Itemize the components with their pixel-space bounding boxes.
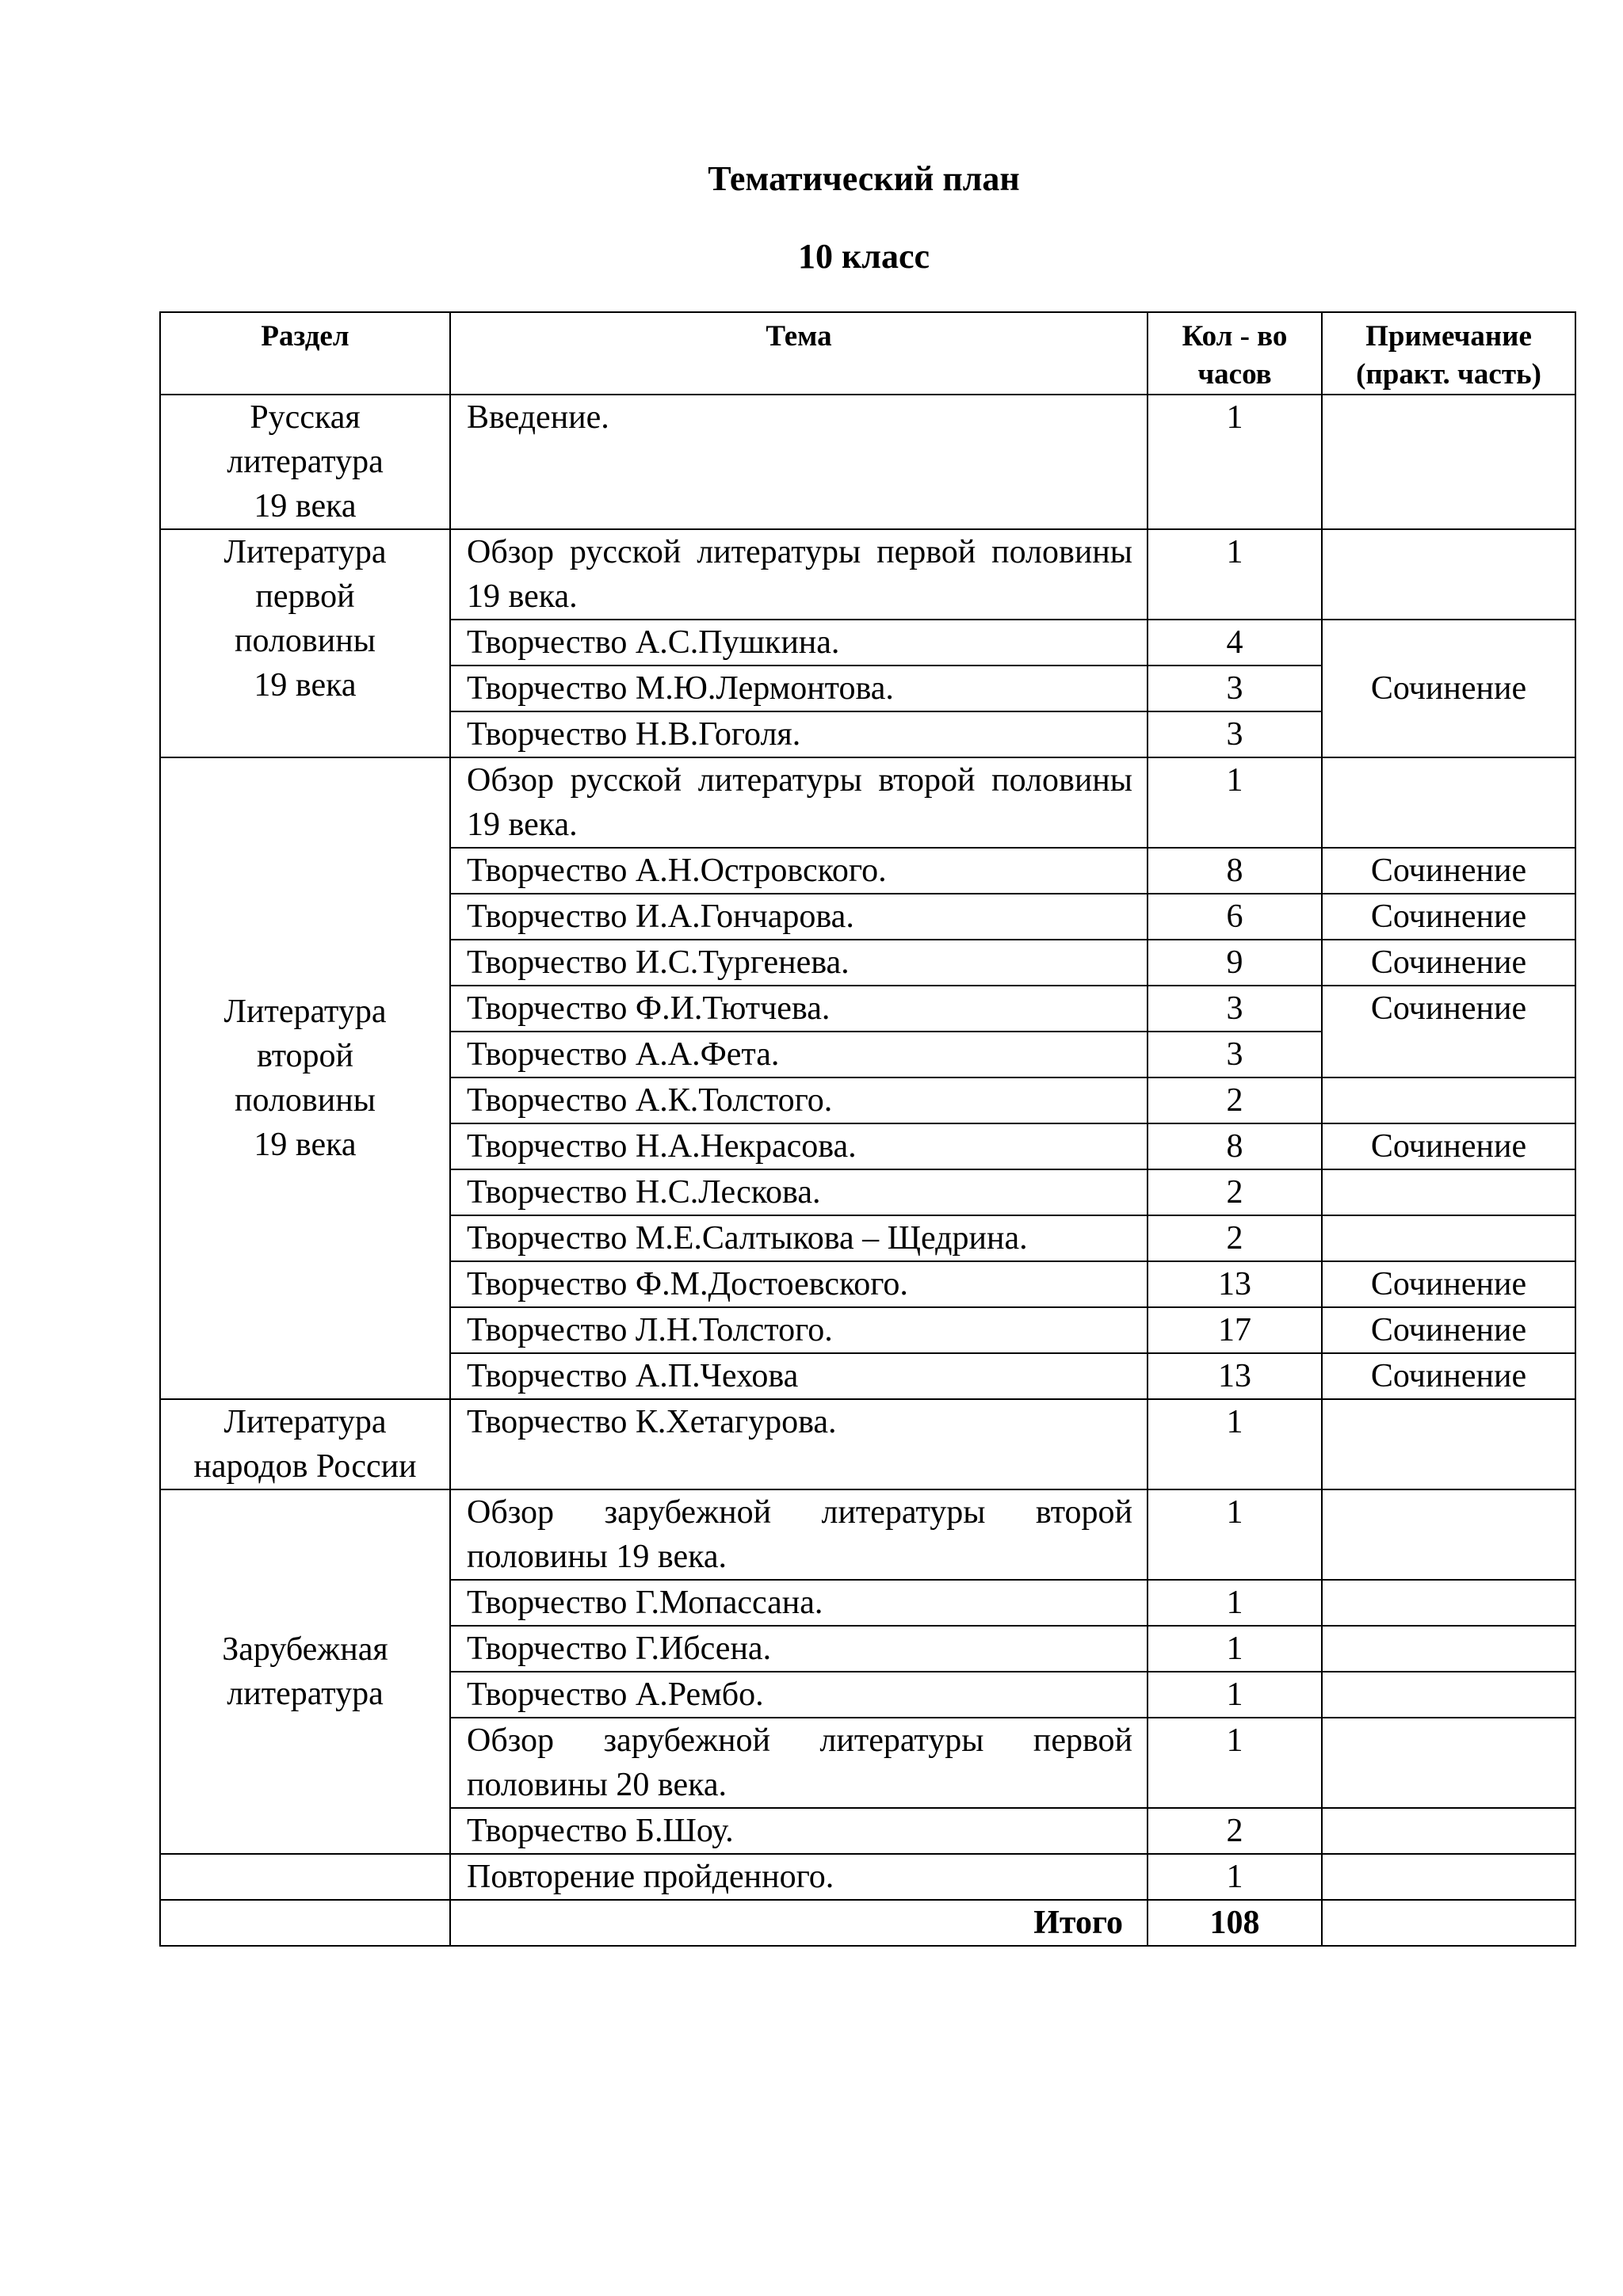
hours-cell: 13 (1148, 1353, 1322, 1399)
topic-cell: Творчество А.Н.Островского. (450, 848, 1148, 894)
topic-cell: Творчество А.К.Толстого. (450, 1077, 1148, 1123)
hours-cell: 3 (1148, 1032, 1322, 1077)
hours-cell: 17 (1148, 1307, 1322, 1353)
topic-cell: Творчество Б.Шоу. (450, 1808, 1148, 1854)
table-row (160, 529, 1575, 620)
note-cell: Сочинение (1322, 1353, 1575, 1399)
note-cell: Сочинение (1322, 940, 1575, 986)
hours-cell: 8 (1148, 1123, 1322, 1169)
note-cell (1322, 1808, 1575, 1854)
topic-cell: Творчество А.П.Чехова (450, 1353, 1148, 1399)
hours-cell: 8 (1148, 848, 1322, 894)
note-cell (1322, 1489, 1575, 1580)
hours-cell: 1 (1148, 529, 1322, 620)
section-cell: Зарубежная литература (160, 1489, 450, 1854)
hours-cell: 1 (1148, 1580, 1322, 1626)
topic-cell: Повторение пройденного. (450, 1854, 1148, 1900)
hours-cell: 1 (1148, 1626, 1322, 1672)
hours-cell: 2 (1148, 1077, 1322, 1123)
topic-cell: Творчество К.Хетагурова. (450, 1399, 1148, 1489)
hours-cell: 1 (1148, 1672, 1322, 1718)
header-topic: Тема (450, 312, 1148, 395)
hours-cell: 1 (1148, 395, 1322, 529)
hours-cell: 3 (1148, 986, 1322, 1032)
page-subtitle: 10 класс (797, 237, 930, 276)
hours-cell: 2 (1148, 1169, 1322, 1215)
hours-cell: 1 (1148, 1854, 1322, 1900)
note-cell (1322, 1854, 1575, 1900)
note-cell: Сочинение (1322, 620, 1575, 757)
hours-cell: 2 (1148, 1215, 1322, 1261)
topic-cell: Творчество Н.В.Гоголя. (450, 711, 1148, 757)
hours-cell: 1 (1148, 1399, 1322, 1489)
note-cell (1322, 1672, 1575, 1718)
topic-cell: Обзор зарубежной литературы первой половины 20 века. (450, 1718, 1148, 1808)
note-cell: Сочинение (1322, 1123, 1575, 1169)
section-cell: Литература народов России (160, 1399, 450, 1489)
topic-cell: Творчество А.А.Фета. (450, 1032, 1148, 1077)
hours-cell: 2 (1148, 1808, 1322, 1854)
total-value: 108 (1148, 1900, 1322, 1946)
topic-cell: Творчество Н.С.Лескова. (450, 1169, 1148, 1215)
note-cell (1322, 1626, 1575, 1672)
topic-cell: Обзор зарубежной литературы второй половины 19 века. (450, 1489, 1148, 1580)
note-cell (1322, 1215, 1575, 1261)
section-cell: Литература второй половины 19 века (160, 757, 450, 1399)
topic-cell: Творчество Г.Ибсена. (450, 1626, 1148, 1672)
hours-cell: 9 (1148, 940, 1322, 986)
hours-cell: 13 (1148, 1261, 1322, 1307)
note-cell: Сочинение (1322, 894, 1575, 940)
topic-cell: Творчество Л.Н.Толстого. (450, 1307, 1148, 1353)
topic-cell: Творчество Ф.И.Тютчева. (450, 986, 1148, 1032)
topic-cell: Творчество И.А.Гончарова. (450, 894, 1148, 940)
section-cell: Русская литература 19 века (160, 395, 450, 529)
section-cell (160, 1900, 450, 1946)
note-cell (1322, 1580, 1575, 1626)
topic-cell: Творчество М.Ю.Лермонтова. (450, 666, 1148, 711)
topic-cell: Введение. (450, 395, 1148, 529)
hours-cell: 6 (1148, 894, 1322, 940)
note-cell (1322, 1077, 1575, 1123)
note-cell (1322, 1900, 1575, 1946)
table-row (160, 395, 1575, 529)
note-cell (1322, 1169, 1575, 1215)
topic-cell: Творчество М.Е.Салтыкова – Щедрина. (450, 1215, 1148, 1261)
hours-cell: 4 (1148, 620, 1322, 666)
topic-cell: Творчество Г.Мопассана. (450, 1580, 1148, 1626)
note-cell (1322, 1718, 1575, 1808)
table-row (160, 1489, 1575, 1580)
header-hours: Кол - во часов (1148, 312, 1322, 395)
header-note: Примечание (практ. часть) (1322, 312, 1575, 395)
page-title: Тематический план (708, 159, 1020, 198)
topic-cell: Обзор русской литературы второй половины 19 века. (450, 757, 1148, 848)
note-cell: Сочинение (1322, 986, 1575, 1077)
section-cell: Литература первой половины 19 века (160, 529, 450, 757)
total-row (160, 1900, 1575, 1946)
topic-cell: Творчество Ф.М.Достоевского. (450, 1261, 1148, 1307)
note-cell (1322, 395, 1575, 529)
table-header-row (160, 312, 1575, 395)
topic-cell: Творчество А.Рембо. (450, 1672, 1148, 1718)
topic-cell: Творчество И.С.Тургенева. (450, 940, 1148, 986)
hours-cell: 1 (1148, 757, 1322, 848)
hours-cell: 3 (1148, 666, 1322, 711)
hours-cell: 1 (1148, 1718, 1322, 1808)
header-section: Раздел (160, 312, 450, 395)
section-cell (160, 1854, 450, 1900)
note-cell (1322, 529, 1575, 620)
topic-cell: Творчество Н.А.Некрасова. (450, 1123, 1148, 1169)
hours-cell: 1 (1148, 1489, 1322, 1580)
topic-cell: Обзор русской литературы первой половины 19 века. (450, 529, 1148, 620)
table-row (160, 757, 1575, 848)
topic-cell: Творчество А.С.Пушкина. (450, 620, 1148, 666)
note-cell: Сочинение (1322, 1261, 1575, 1307)
hours-cell: 3 (1148, 711, 1322, 757)
note-cell: Сочинение (1322, 1307, 1575, 1353)
table-row (160, 1854, 1575, 1900)
total-label: Итого (450, 1900, 1148, 1946)
table-row (160, 1399, 1575, 1489)
thematic-plan-table (159, 311, 1576, 1947)
note-cell (1322, 757, 1575, 848)
note-cell: Сочинение (1322, 848, 1575, 894)
note-cell (1322, 1399, 1575, 1489)
